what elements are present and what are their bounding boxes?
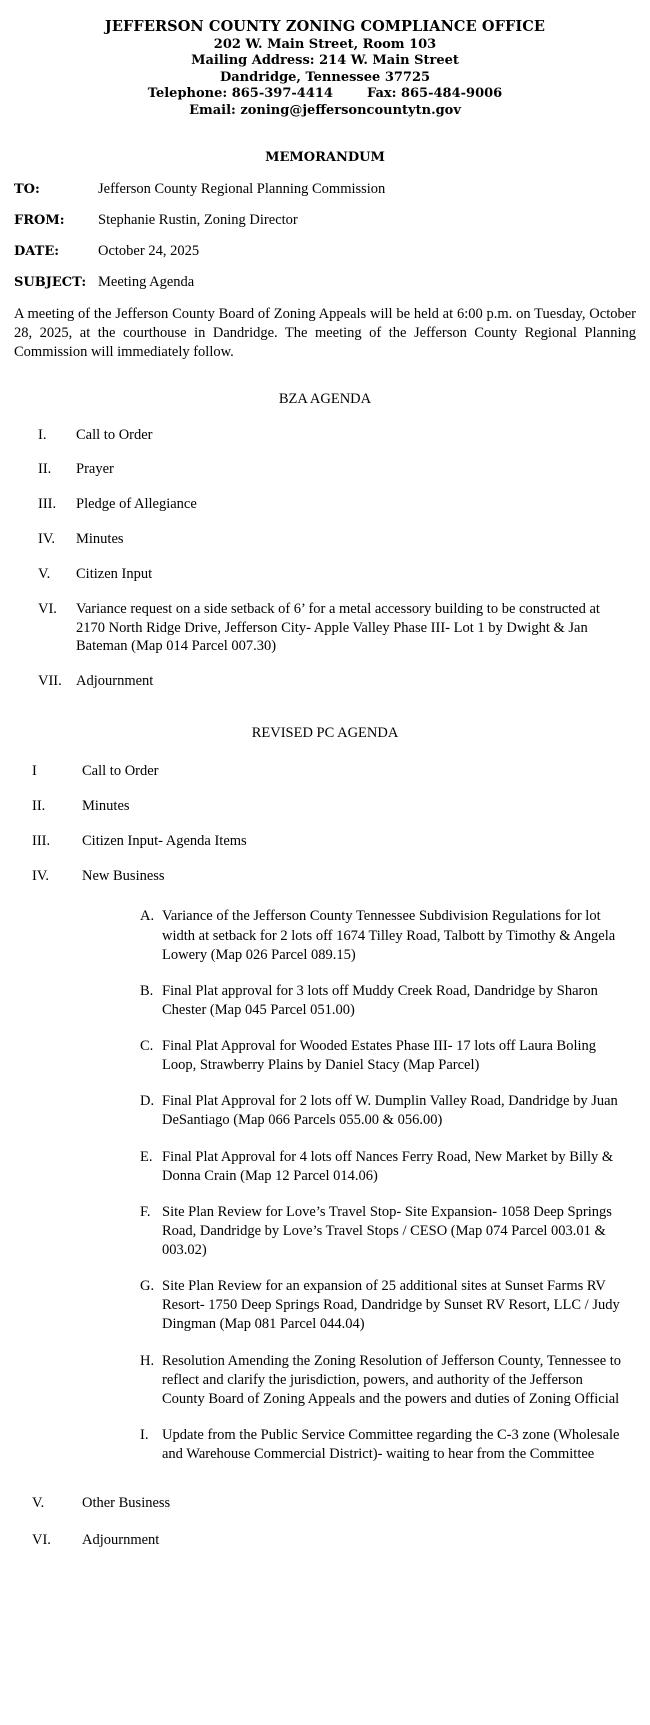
memo-row-date (14, 243, 636, 260)
memo-row-to (14, 181, 636, 198)
memo-to-label: TO: (14, 181, 40, 197)
office-city-state-zip: Dandridge, Tennessee 37725 (219, 69, 431, 85)
list-item (14, 565, 636, 584)
item-number: IV. (38, 531, 56, 548)
item-text: Update from the Public Service Committee regarding the C-3 zone (Wholesale and Warehouse Commercial District)- waiting to hear from the Committee (162, 1426, 620, 1463)
item-letter: D. (140, 1093, 155, 1110)
memo-to-value: Jefferson County Regional Planning Commission (98, 180, 386, 197)
list-item (140, 982, 628, 1020)
list-item (140, 1426, 628, 1464)
office-mailing-address: Mailing Address: 214 W. Main Street (191, 53, 459, 69)
item-letter: G. (140, 1278, 155, 1295)
item-number: I. (38, 426, 47, 443)
item-text: Minutes (82, 797, 130, 814)
item-number: II. (38, 461, 52, 478)
list-item (14, 1494, 636, 1513)
office-fax: Fax: 865-484-9006 (366, 86, 503, 102)
list-item (140, 1277, 628, 1334)
item-text: Call to Order (76, 426, 153, 443)
item-text: Prayer (76, 461, 114, 478)
item-letter: C. (140, 1038, 154, 1055)
item-text: Variance request on a side setback of 6’ for a metal accessory building to be constructed at 2170 North Ridge Drive, Jefferson City- Apple Valley Phase III- Lot 1 by Dwight & Jan Bateman (Map 014 Parcel 007.30) (76, 600, 600, 655)
list-item (140, 1148, 628, 1186)
item-text: Other Business (82, 1495, 171, 1512)
item-text: Minutes (76, 531, 124, 548)
item-number: VI. (38, 600, 57, 617)
pc-agenda-list (14, 762, 636, 885)
item-letter: E. (140, 1148, 153, 1165)
office-telephone: Telephone: 865-397-4414 (147, 86, 333, 102)
list-item (14, 867, 636, 886)
pc-agenda-heading: REVISED PC AGENDA (251, 725, 399, 742)
bza-agenda-heading: BZA AGENDA (278, 390, 372, 407)
office-email: Email: zoning@jeffersoncountytn.gov (189, 103, 461, 119)
item-text: Final Plat Approval for 4 lots off Nances Ferry Road, New Market by Billy & Donna Crain (Map 12 Parcel 014.06) (162, 1148, 614, 1184)
bza-agenda-list (14, 426, 636, 692)
list-item (140, 1092, 628, 1130)
item-number: VII. (38, 673, 62, 690)
office-contact-line (14, 86, 636, 103)
item-letter: F. (140, 1203, 151, 1220)
item-text: Citizen Input (76, 565, 153, 582)
list-item (14, 426, 636, 445)
list-item (14, 495, 636, 514)
item-text: Resolution Amending the Zoning Resolution of Jefferson County, Tennessee to reflect and clarify the jurisdiction, powers, and authority of the Jefferson County Board of Zoning Appeals and the powers and duties of Zoning Official (162, 1352, 622, 1407)
memo-date-label: DATE: (14, 243, 60, 259)
item-number: II. (32, 797, 46, 814)
item-letter: A. (140, 908, 155, 925)
list-item (14, 762, 636, 781)
item-letter: H. (140, 1352, 155, 1369)
item-text: Pledge of Allegiance (76, 496, 197, 513)
item-text: New Business (82, 867, 165, 884)
memo-subject-value: Meeting Agenda (98, 273, 195, 290)
memo-row-from (14, 212, 636, 229)
item-number: III. (38, 496, 57, 513)
item-text: Adjournment (76, 673, 154, 690)
item-text: Final Plat approval for 3 lots off Muddy Creek Road, Dandridge by Sharon Chester (Map 045 Parcel 051.00) (162, 982, 598, 1018)
item-letter: B. (140, 982, 154, 999)
meeting-intro-paragraph: A meeting of the Jefferson County Board of Zoning Appeals will be held at 6:00 p.m. on Tuesday, October 28, 2025, at the courthouse in Dandridge. The meeting of the Jefferson County Regional Planning Commission will immediately follow. (14, 305, 636, 361)
item-number: IV. (32, 867, 50, 884)
item-text: Variance of the Jefferson County Tennessee Subdivision Regulations for lot width at setback for 2 lots off 1674 Tilley Road, Talbott by Timothy & Angela Lowery (Map 026 Parcel 089.15) (162, 908, 616, 963)
item-text: Adjournment (82, 1532, 160, 1549)
memo-row-subject (14, 274, 636, 291)
letterhead (14, 18, 636, 120)
list-item (14, 797, 636, 816)
list-item (140, 1352, 628, 1409)
item-number: V. (38, 565, 51, 582)
item-letter: I. (140, 1426, 149, 1443)
memo-from-value: Stephanie Rustin, Zoning Director (98, 211, 298, 228)
item-text: Call to Order (82, 763, 159, 780)
office-address-line1: 202 W. Main Street, Room 103 (213, 36, 437, 52)
list-item (140, 1203, 628, 1260)
new-business-sublist (140, 907, 628, 1464)
item-number: I (32, 763, 37, 780)
item-text: Site Plan Review for Love’s Travel Stop- Site Expansion- 1058 Deep Springs Road, Dandridge by Love’s Travel Stops / CESO (Map 074 Parcel 003.01 & 003.02) (162, 1203, 612, 1259)
memo-subject-label: SUBJECT: (14, 274, 87, 290)
memo-from-label: FROM: (14, 212, 65, 228)
list-item (14, 460, 636, 479)
item-text: Final Plat Approval for Wooded Estates Phase III- 17 lots off Laura Boling Loop, Strawberry Plains by Daniel Stacy (Map Parcel) (162, 1038, 597, 1074)
item-text: Final Plat Approval for 2 lots off W. Dumplin Valley Road, Dandridge by Juan DeSantiago (Map 066 Parcels 055.00 & 056.00) (162, 1093, 618, 1129)
memo-date-value: October 24, 2025 (98, 242, 200, 259)
item-text: Site Plan Review for an expansion of 25 additional sites at Sunset Farms RV Resort- 1750 Deep Springs Road, Dandridge by Sunset RV Resort, LLC / Judy Dingman (Map 081 Parcel 044.04) (162, 1278, 620, 1333)
item-number: III. (32, 832, 51, 849)
office-name: JEFFERSON COUNTY ZONING COMPLIANCE OFFICE (104, 18, 546, 35)
list-item (14, 1531, 636, 1550)
item-text: Citizen Input- Agenda Items (82, 832, 247, 849)
item-number: V. (32, 1495, 45, 1512)
pc-agenda-closing-list (14, 1494, 636, 1550)
list-item (14, 600, 636, 657)
list-item (14, 530, 636, 549)
list-item (140, 1037, 628, 1075)
item-number: VI. (32, 1532, 51, 1549)
list-item (14, 832, 636, 851)
memorandum-title: MEMORANDUM (265, 149, 385, 165)
list-item (140, 907, 628, 964)
list-item (14, 672, 636, 691)
